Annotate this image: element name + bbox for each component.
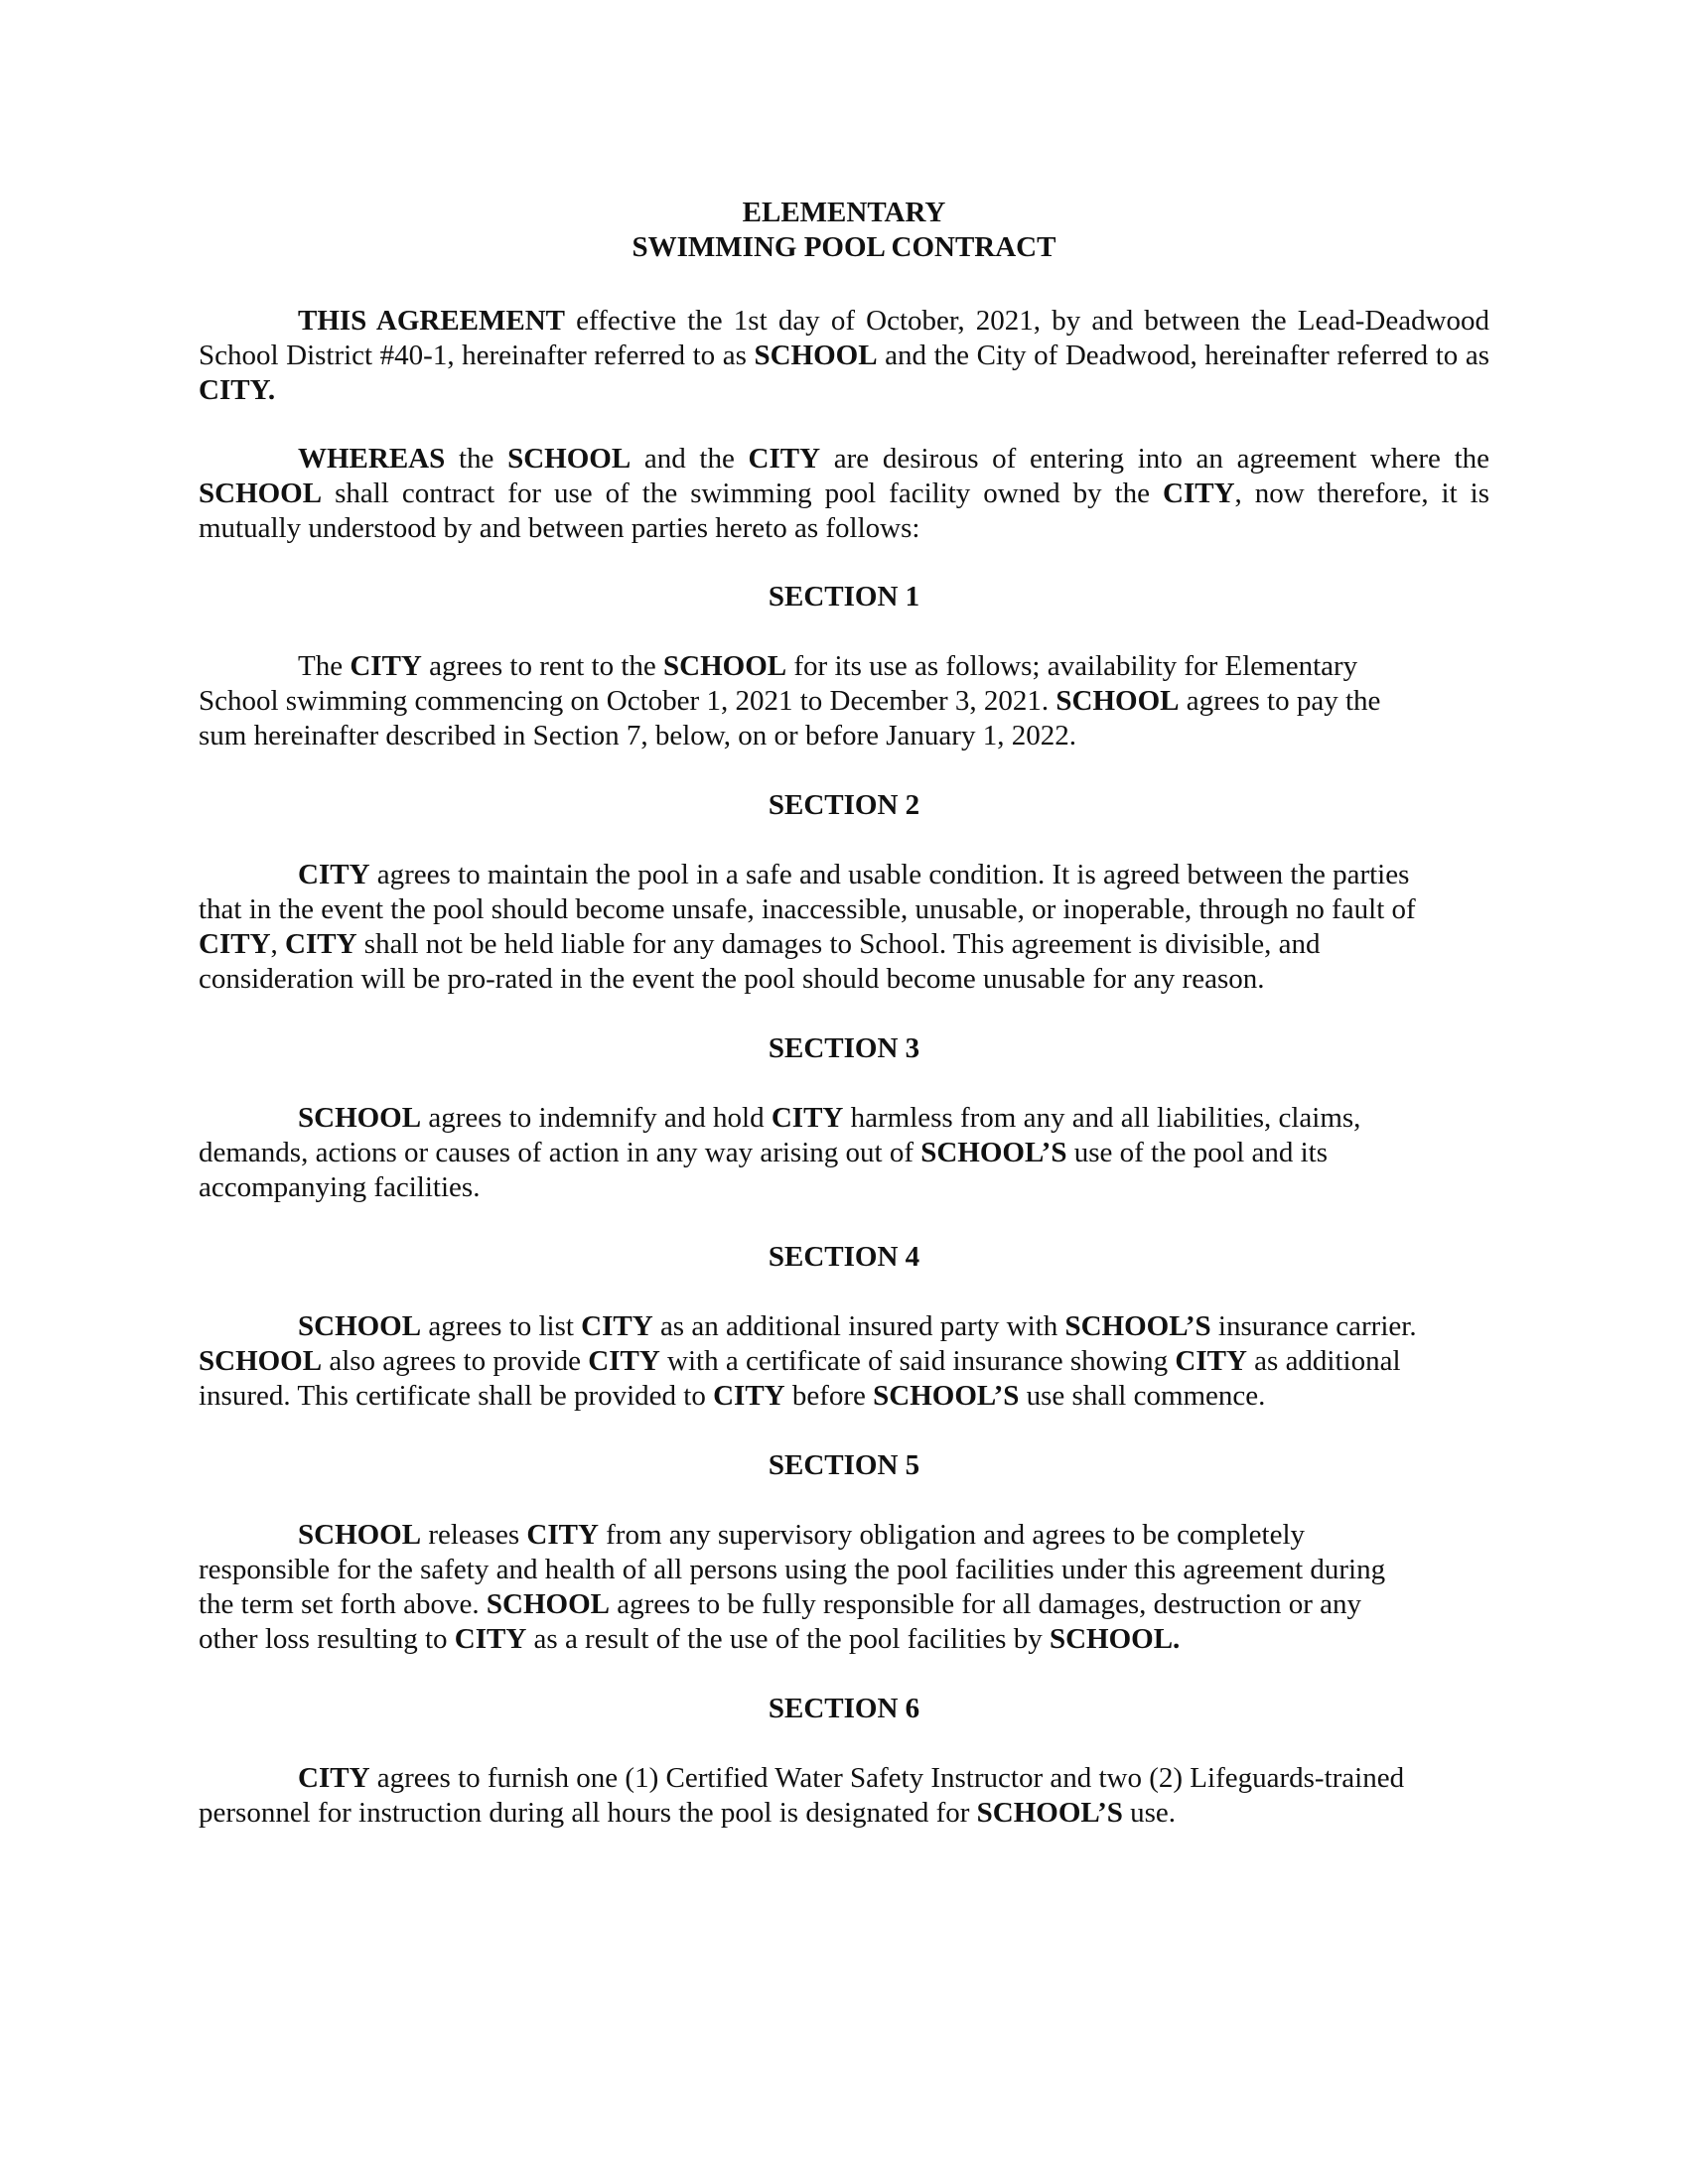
contract-page (199, 196, 1489, 1831)
intro-paragraph: THIS AGREEMENT effective the 1st day of October, 2021, by and between the Lead-Deadwood School District #40-1, hereinafter referred to as SCHOOL and the City of Deadwood, hereinafter referred to as CITY. (199, 305, 1490, 406)
section-4-body: SCHOOL agrees to list CITY as an additional insured party with SCHOOL’S insurance carrier. SCHOOL also agrees to provide CITY with a certificate of said insurance showing CITY as additional insured. This certificate shall be provided to CITY before SCHOOL’S use shall commence. (199, 1310, 1417, 1412)
section-2-heading: SECTION 2 (768, 789, 920, 821)
section-3-heading: SECTION 3 (768, 1032, 920, 1064)
section-1-body: The CITY agrees to rent to the SCHOOL for its use as follows; availability for Elementary School swimming commencing on October 1, 2021 to December 3, 2021. SCHOOL agrees to pay the sum hereinafter described in Section 7, below, on or before January 1, 2022. (199, 650, 1381, 751)
section-6-heading: SECTION 6 (768, 1693, 920, 1724)
section-2-body: CITY agrees to maintain the pool in a safe and usable condition. It is agreed between the parties that in the event the pool should become unsafe, inaccessible, unusable, or inoperable, through no fault of CITY, CITY shall not be held liable for any damages to School. This agreement is divisible, and consideration will be pro-rated in the event the pool should become unusable for any reason. (199, 859, 1416, 995)
section-4-heading: SECTION 4 (768, 1241, 920, 1273)
title-line-1: ELEMENTARY (742, 197, 946, 228)
section-5-body: SCHOOL releases CITY from any supervisory obligation and agrees to be completely responsible for the safety and health of all persons using the pool facilities under this agreement during the term set forth above. SCHOOL agrees to be fully responsible for all damages, destruction or any other loss resulting to CITY as a result of the use of the pool facilities by SCHOOL. (199, 1519, 1386, 1655)
document-title (199, 196, 1489, 265)
section-3-body: SCHOOL agrees to indemnify and hold CITY harmless from any and all liabilities, claims, demands, actions or causes of action in any way arising out of SCHOOL’S use of the pool and its accompanying facilities. (199, 1102, 1361, 1203)
title-line-2: SWIMMING POOL CONTRACT (632, 231, 1056, 263)
whereas-paragraph: WHEREAS the SCHOOL and the CITY are desirous of entering into an agreement where the SCHOOL shall contract for use of the swimming pool facility owned by the CITY, now therefore, it is mutually understood by and between parties hereto as follows: (199, 443, 1489, 544)
section-6-body: CITY agrees to furnish one (1) Certified Water Safety Instructor and two (2) Lifeguards-trained personnel for instruction during all hours the pool is designated for SCHOOL’S use. (199, 1762, 1405, 1829)
section-1-heading: SECTION 1 (768, 581, 920, 613)
section-5-heading: SECTION 5 (768, 1449, 920, 1481)
